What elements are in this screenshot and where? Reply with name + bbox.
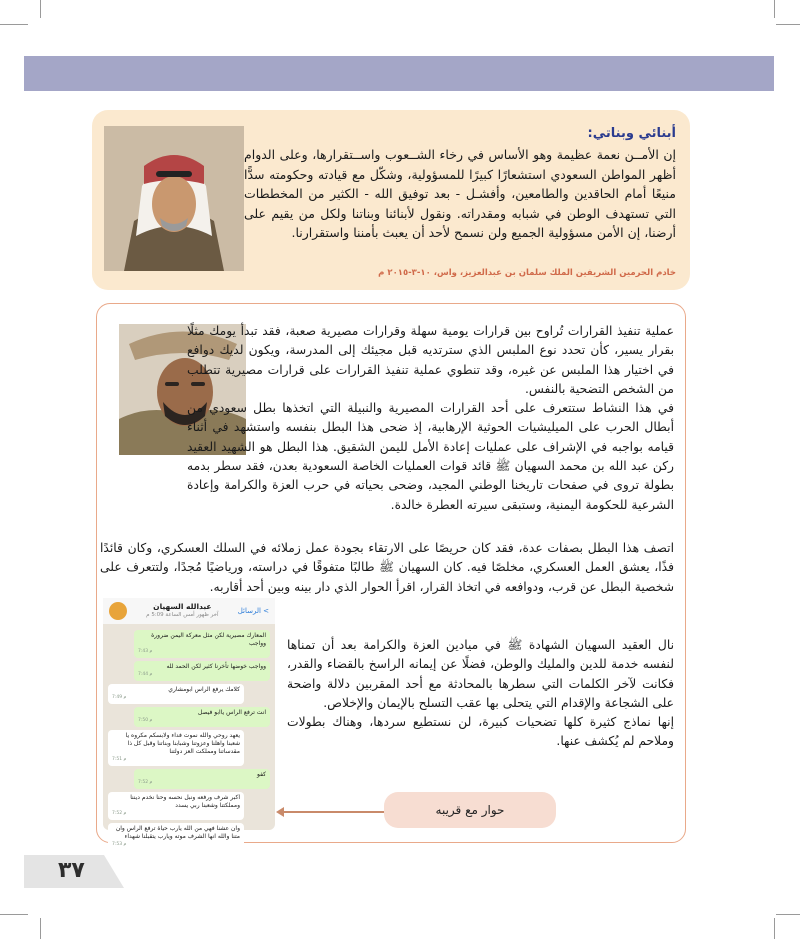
chat-message-time: 7:44 م <box>138 672 153 677</box>
crop-mark <box>776 914 800 915</box>
chat-message-text: وواجب خوضها تأخرنا كثير لكن الحمد لله <box>166 663 266 670</box>
article-lower-text <box>287 636 674 752</box>
chat-message-time: 7:50 م <box>138 718 153 723</box>
king-portrait-image <box>104 126 244 271</box>
quote-signature: خادم الحرمين الشريفين الملك سلمان بن عبدالعزيز، واس، ١٠-٣-٢٠١٥ م <box>378 268 676 278</box>
chat-header <box>103 598 275 624</box>
crop-mark <box>0 914 28 915</box>
arrow-left-icon <box>276 807 284 817</box>
chat-message-time: 7:53 م <box>112 842 127 847</box>
chat-contact-name: عبدالله السهيان <box>153 602 212 611</box>
article-top-text <box>187 322 674 515</box>
chat-message <box>108 730 244 766</box>
chat-messages <box>103 624 275 857</box>
chat-message-text: وان عشنا فهي من الله يارب حياة ترفع الراس وان متنا والله انها الشرف موته ويارب يتقبلنا شهداء <box>115 825 240 840</box>
chat-status: آخر ظهور أمس الساعة 5:09 م <box>146 612 219 618</box>
chat-message-text: يعهد روحي والله نموت فداء ولابسكم مكروه يا شعبنا واهلنا وعزوتنا وشبابنا وبناتنا وقبل كل ذا مقدساتنا ومملكت العز دولتنا <box>125 732 240 755</box>
chat-message <box>108 823 244 851</box>
chat-back-link: الرسائل < <box>237 607 269 615</box>
article-paragraph: نال العقيد السهيان الشهادة ﷺ في ميادين العزة والكرامة بعد أن تمناها لنفسه خدمة للدين والمليك والوطن، فضلًا عن إيمانه الراسخ بالقضاء والقدر، فكانت لآخر الكلمات التي سطرها بالمحادثة مع أحد المقربين دلالة واضحة على الشجاعة والإقدام التي يتحلى بها عقب التسلح بالإيمان والإخلاص. <box>287 638 674 710</box>
chat-screenshot <box>103 598 275 847</box>
caption-arrow-line <box>281 811 384 813</box>
chat-message-time: 7:49 م <box>112 695 127 700</box>
chat-message-text: كفو <box>257 771 266 778</box>
chat-message-text: كلامك يرفع الراس ابومشاري <box>168 686 240 693</box>
chat-message-time: 7:43 م <box>138 649 153 654</box>
chat-message-text: المعارك مصيرية لكن مثل معركة اليمن ضرورة وواجب <box>151 632 266 647</box>
chat-message <box>134 769 270 789</box>
chat-message <box>108 684 244 704</box>
chat-message <box>108 792 244 820</box>
chat-caption: حوار مع قريبه <box>384 792 556 828</box>
quote-body <box>244 124 676 242</box>
crop-mark <box>774 0 775 18</box>
crop-mark <box>774 918 775 939</box>
chat-contact-info <box>146 602 218 620</box>
chat-message <box>134 707 270 727</box>
chat-message-text: اكبر شرف ورفعه ونبل نحسه وحنا نخدم ديننا ومملكتنا وشعبنا ربي يسدد <box>130 794 240 809</box>
page-number: ٣٧ <box>58 858 85 883</box>
quote-title: أبنائي وبناتي: <box>587 126 676 141</box>
avatar <box>109 602 127 620</box>
article-paragraph: إنها نماذج كثيرة كلها تضحيات كبيرة، لن نستطيع سردها، وهناك بطولات وملاحم لم يُكشف عنها. <box>287 715 674 749</box>
article-mid-text <box>100 539 674 597</box>
crop-mark <box>40 0 41 18</box>
article-paragraph: عملية تنفيذ القرارات تُراوح بين قرارات يومية سهلة وقرارات مصيرية صعبة، فقد تبدأ يومك مثلًا بقرار يسير، كأن تحدد نوع الملبس الذي سترتديه قبل مجيئك إلى المدرسة، ويكون لديك دوافع في اختيار هذا الملبس عن غيره، وقد تنطوي عملية تنفيذ القرارات على قرارات مصيرية تتطلب من الشخص التضحية بالنفس. <box>187 324 674 396</box>
quote-paragraph: إن الأمــن نعمة عظيمة وهو الأساس في رخاء الشــعوب واســتقرارها، وعلى الدوام أظهر المواطن السعودي استشعارًا كبيرًا للمسؤولية، وشكّل مع قيادته وحكومته سدًّا منيعًا أمام الحاقدين والطامعين، وأفشـل - بعد توفيق الله - الكثير من المخططات التي تستهدف الوطن في شبابه ومقدراته. ونقول لأبنائنا وبناتنا ولكل من يقيم على أرضنا، إن الأمن مسؤولية الجميع ولن نسمح لأحد أن يعبث بأمننا واستقرارنا. <box>244 147 676 241</box>
chat-message-time: 7:52 م <box>112 811 127 816</box>
article-paragraph: في هذا النشاط ستتعرف على أحد القرارات المصيرية والنبيلة التي اتخذها بطل سعودي من أبطال الحرب على الميليشيات الحوثية الإرهابية، إذ ضحى هذا البطل بنفسه واستشهد في أثناء قيامه بواجبه في الإشراف على عمليات إعادة الأمل لليمن الشقيق. هذا البطل هو الشهيد العقيد ركن عبد الله بن محمد السهيان ﷺ قائد قوات العمليات الخاصة السعودية بعدن، فقد سطر بدمه بطولة تروى في صفحات تاريخنا الوطني المجيد، وضحى بحياته في حرب العزة والكرامة وإعادة الشرعية للحكومة اليمنية، وستبقى سيرته العطرة خالدة. <box>187 401 674 512</box>
crop-mark <box>0 24 28 25</box>
article-paragraph: اتصف هذا البطل بصفات عدة، فقد كان حريصًا على الارتقاء بجودة عمل زملائه في السلك العسكري، وكان قائدًا فذًا، يعشق العمل العسكري، مخلصًا فيه. كان السهيان ﷺ طالبًا متفوقًا في دراسته، ورياضيًا مُجدًا، ولتتعرف على شخصية البطل عن قرب، ودوافعه في اتخاذ القرار، اقرأ الحوار الذي دار بينه وبين أحد أقاربه. <box>100 541 674 594</box>
crop-mark <box>776 24 800 25</box>
king-quote-box <box>92 110 690 290</box>
chat-message <box>134 661 270 681</box>
header-bar <box>24 56 774 91</box>
chat-message-time: 7:52 م <box>138 780 153 785</box>
chat-message-text: انت ترفع الراس ياابو فيصل <box>197 709 266 716</box>
crop-mark <box>40 918 41 939</box>
chat-message-time: 7:51 م <box>112 757 127 762</box>
chat-message <box>134 630 270 658</box>
